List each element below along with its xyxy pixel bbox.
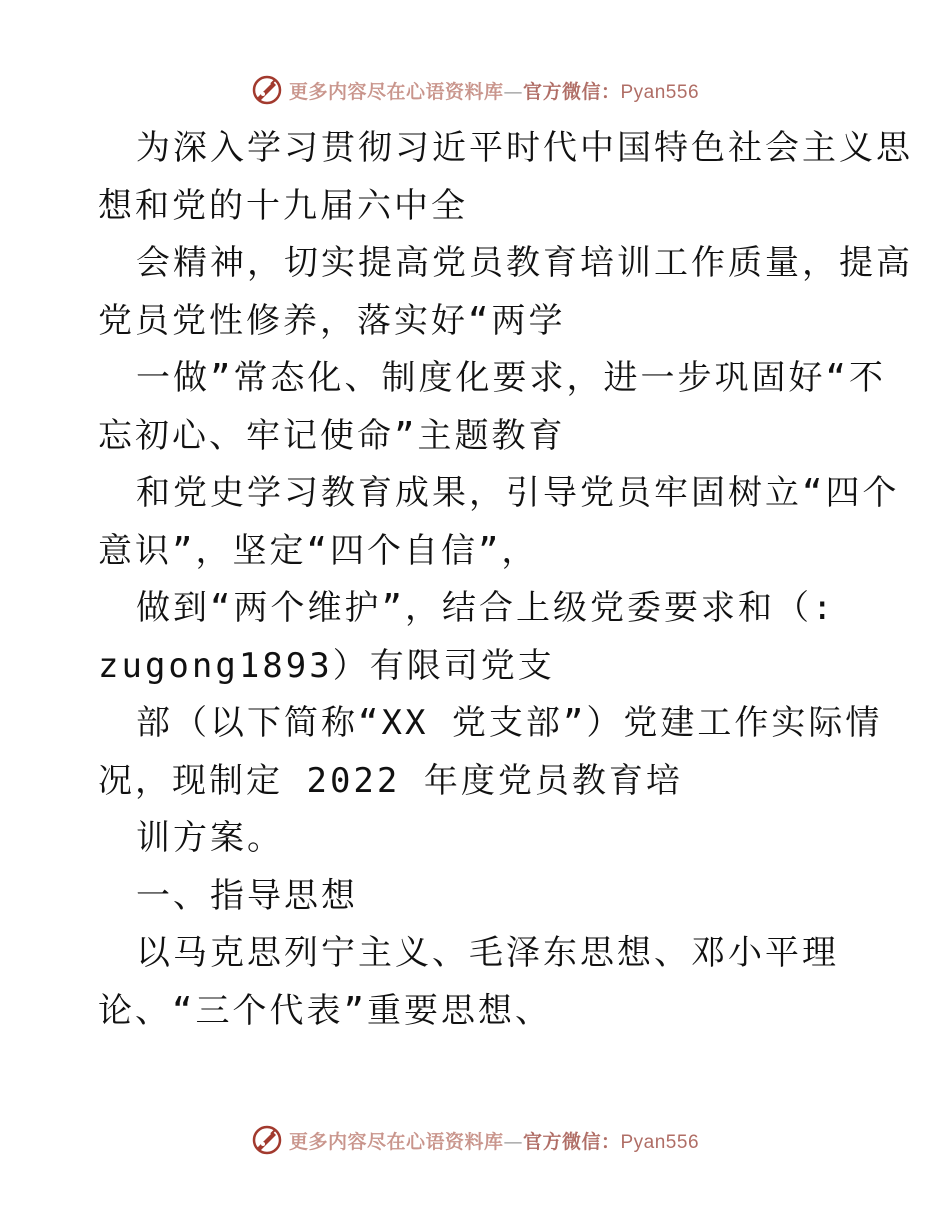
header-watermark — [0, 70, 950, 110]
quill-pen-seal-icon — [251, 74, 283, 106]
watermark-label: 官方微信： — [522, 80, 621, 103]
watermark-label: 官方微信： — [522, 1130, 621, 1153]
watermark-handle: Pyan556 — [620, 81, 700, 103]
body-line: 为深入学习贯彻习近平时代中国特色社会主义思 — [136, 128, 913, 168]
body-line: 想和党的十九届六中全 — [98, 185, 468, 226]
watermark-handle: Pyan556 — [620, 1131, 700, 1153]
body-line: 意识”，坚定“四个自信”， — [98, 530, 539, 571]
body-line: zugong1893）有限司党支 — [98, 645, 555, 686]
body-line: 忘初心、牢记使命”主题教育 — [98, 415, 566, 456]
body-line: 部（以下简称“XX 党支部”）党建工作实际情 — [136, 703, 883, 743]
body-line: 会精神，切实提高党员教育培训工作质量，提高 — [136, 243, 913, 283]
body-line: 一做”常态化、制度化要求，进一步巩固好“不 — [136, 358, 886, 398]
body-line: 训方案。 — [136, 818, 284, 858]
footer-watermark — [0, 1120, 950, 1160]
watermark-site: 更多内容尽在心语资料库 — [288, 80, 504, 103]
body-line: 和党史学习教育成果，引导党员牢固树立“四个 — [136, 473, 900, 513]
body-line: 做到“两个维护”，结合上级党委要求和（: — [136, 588, 836, 628]
document-body — [98, 120, 913, 1040]
watermark-text — [289, 1127, 699, 1154]
section-heading: 一、指导思想 — [136, 875, 358, 916]
watermark-text — [289, 77, 699, 104]
body-line: 党员党性修养，落实好“两学 — [98, 300, 566, 341]
watermark-separator: — — [503, 1130, 523, 1153]
body-line: 况，现制定 2022 年度党员教育培 — [98, 760, 683, 801]
watermark-site: 更多内容尽在心语资料库 — [288, 1130, 504, 1153]
body-line: 以马克思列宁主义、毛泽东思想、邓小平理 — [136, 933, 839, 973]
quill-pen-seal-icon — [251, 1124, 283, 1156]
watermark-separator: — — [503, 80, 523, 103]
body-line: 论、“三个代表”重要思想、 — [98, 990, 552, 1031]
